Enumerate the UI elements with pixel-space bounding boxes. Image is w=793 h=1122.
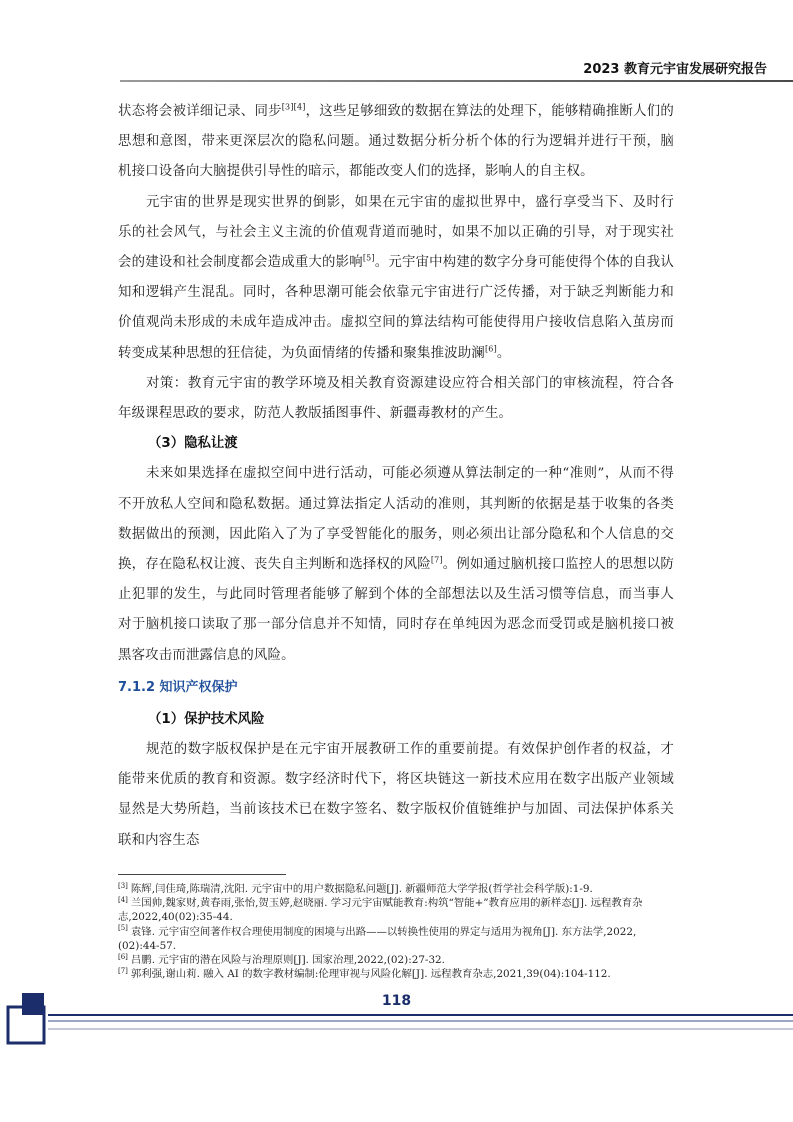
section-heading-ip-protection: 7.1.2 知识产权保护 — [118, 679, 238, 695]
footnote-text: 兰国帅,魏家财,黄春雨,张怡,贺玉婷,赵晓丽. 学习元宇宙赋能教育:构筑“智能+”教育应用的新样态[J]. 远程教育杂志,2022,40(02):35-44. — [118, 897, 643, 924]
paragraph-2 — [118, 188, 674, 369]
footnote-number: [5] — [118, 924, 128, 933]
footnote-item — [118, 925, 674, 953]
paragraph-privacy-text-b: 。例如通过脑机接口监控人的思想以防止犯罪的发生，与此同时管理者能够了解到个体的全部想法以及生活习惯等信息，而当事人对于脑机接口读取了那一部分信息并不知情，同时存在单纯因为恶念而受罚或是脑机接口被黑客攻击而泄露信息的风险。 — [118, 557, 674, 663]
footnote-number: [6] — [118, 952, 128, 961]
page-number: 118 — [381, 993, 412, 1009]
paragraph-countermeasure: 对策：教育元宇宙的教学环境及相关教育资源建设应符合相关部门的审核流程，符合各年级课程思政的要求，防范人教版插图事件、新疆毒教材的产生。 — [118, 375, 674, 422]
subheading-tech-risk: （1）保护技术风险 — [148, 711, 265, 727]
footnote-item — [118, 896, 674, 924]
footnote-text: 袁锋. 元宇宙空间著作权合理使用制度的困境与出路——以转换性使用的界定与适用为视角[J]. 东方法学,2022,(02):44-57. — [118, 925, 637, 952]
footnote-text: 吕鹏. 元宇宙的潜在风险与治理原则[J]. 国家治理,2022,(02):27-32. — [130, 954, 445, 967]
page-body — [118, 97, 674, 856]
paragraph-2-text-c: 。 — [496, 345, 511, 361]
paragraph-copyright: 规范的数字版权保护是在元宇宙开展教研工作的重要前提。有效保护创作者的权益，才能带来优质的教育和资源。数字经济时代下，将区块链这一新技术应用在数字出版产业领域显然是大势所趋，当前该技术已在数字签名、数字版权价值链维护与加固、司法保护体系关联和内容生态 — [118, 742, 674, 848]
footnote-rule — [118, 874, 286, 875]
footnote-item — [118, 967, 674, 981]
paragraph-2-text-a: 元宇宙的世界是现实世界的倒影，如果在元宇宙的虚拟世界中，盛行享受当下、及时行乐的社会风气，与社会主义主流的价值观背道而驰时，如果不加以正确的引导，对于现实社会的建设和社会制度都会造成重大的影响 — [118, 194, 674, 271]
report-title: 2023 教育元宇宙发展研究报告 — [583, 62, 767, 77]
subheading-privacy-transfer: （3）隐私让渡 — [148, 436, 238, 452]
header-rule — [120, 80, 793, 82]
paragraph-privacy-text-a: 未来如果选择在虚拟空间中进行活动，可能必须遵从算法制定的一种“准则”，从而不得不开放私人空间和隐私数据。通过算法指定人活动的准则，其判断的依据是基于收集的各类数据做出的预测，因此陷入了为了享受智能化的服务，则必须出让部分隐私和个人信息的交换，存在隐私权让渡、丧失自主判断和选择权的风险 — [118, 466, 674, 573]
footnote-text: 陈辉,闫佳琦,陈瑞清,沈阳. 元宇宙中的用户数据隐私问题[J]. 新疆师范大学学报(哲学社会科学版):1-9. — [130, 883, 593, 895]
paragraph-1 — [118, 97, 674, 188]
paragraph-privacy — [118, 459, 674, 670]
citation-6[interactable]: [6] — [484, 344, 497, 354]
paragraph-1-text-a: 状态将会被详细记录、同步 — [118, 104, 282, 119]
footnote-item — [118, 882, 674, 896]
footnote-text: 郭利强,谢山莉. 融入 AI 的数字教材编制:伦理审视与风险化解[J]. 远程教育杂志,2021,39(04):104-112. — [130, 968, 611, 981]
footnote-number: [4] — [118, 895, 128, 904]
citation-3-4[interactable]: [3][4] — [281, 102, 306, 112]
footnote-number: [7] — [118, 966, 128, 975]
footnotes — [118, 882, 674, 981]
footnote-number: [3] — [118, 881, 128, 890]
paragraph-1-text-b: ，这些足够细致的数据在算法的处理下，能够精确推断人们的思想和意图，带来更深层次的隐私问题。通过数据分析分析个体的行为逻辑并进行干预，脑机接口设备向大脑提供引导性的暗示，都能改变人们的选择，影响人的自主权。 — [118, 104, 674, 180]
citation-5[interactable]: [5] — [362, 253, 375, 263]
paragraph-2-text-b: 。元宇宙中构建的数字分身可能使得个体的自我认知和逻辑产生混乱。同时，各种思潮可能会依靠元宇宙进行广泛传播，对于缺乏判断能力和价值观尚未形成的未成年造成冲击。虚拟空间的算法结构可能使得用户接收信息陷入茧房而转变成某种思想的狂信徒，为负面情绪的传播和聚集推波助澜 — [118, 255, 674, 361]
footnote-item — [118, 953, 674, 967]
citation-7[interactable]: [7] — [430, 555, 443, 565]
